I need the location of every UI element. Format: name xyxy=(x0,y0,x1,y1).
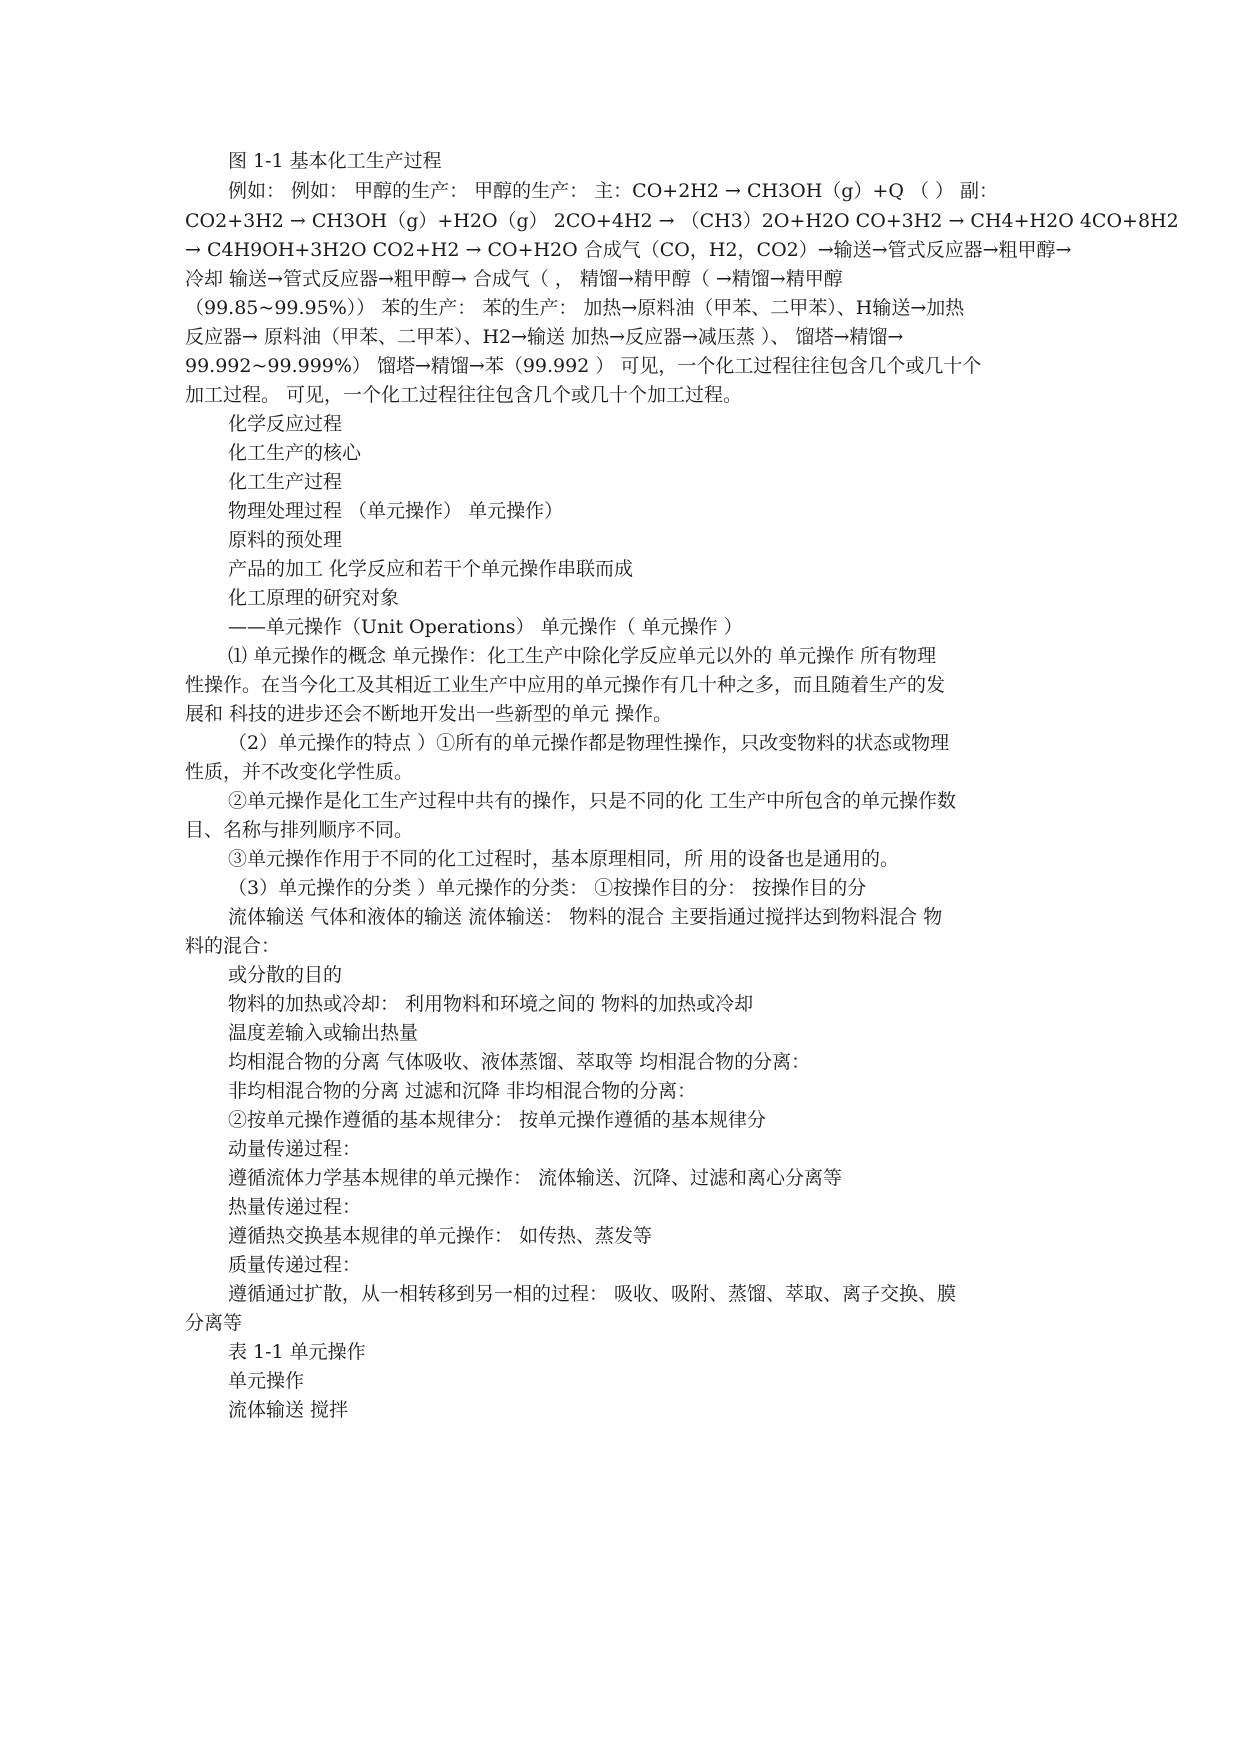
text-line: ②单元操作是化工生产过程中共有的操作，只是不同的化 工生产中所包含的单元操作数 xyxy=(228,790,957,812)
text-line: ——单元操作（Unit Operations） 单元操作（ 单元操作 ） xyxy=(228,616,743,638)
text-line: 遵循流体力学基本规律的单元操作： 流体输送、沉降、过滤和离心分离等 xyxy=(228,1167,843,1189)
text-line: 非均相混合物的分离 过滤和沉降 非均相混合物的分离： xyxy=(228,1080,697,1102)
text-line: 流体输送 气体和液体的输送 流体输送： 物料的混合 主要指通过搅拌达到物料混合 物 xyxy=(228,906,943,928)
text-line: 表 1-1 单元操作 xyxy=(228,1341,366,1363)
text-line: 目、名称与排列顺序不同。 xyxy=(185,819,414,841)
text-line: 遵循热交换基本规律的单元操作： 如传热、蒸发等 xyxy=(228,1225,653,1247)
text-line: ⑴ 单元操作的概念 单元操作：化工生产中除化学反应单元以外的 单元操作 所有物理 xyxy=(228,645,937,667)
text-line: 图 1-1 基本化工生产过程 xyxy=(228,150,442,172)
text-line: 温度差输入或输出热量 xyxy=(228,1022,419,1044)
text-line: 冷却 输送→管式反应器→粗甲醇→ 合成气（ ， 精馏→精甲醇（ →精馏→精甲醇 xyxy=(185,268,843,290)
text-line: 动量传递过程： xyxy=(228,1138,362,1160)
text-line: 产品的加工 化学反应和若干个单元操作串联而成 xyxy=(228,558,634,580)
text-line: CO2+3H2 → CH3OH（g）+H2O（g） 2CO+4H2 → （CH3）2O+H2O CO+3H2 → CH4+H2O 4CO+8H2 xyxy=(185,210,1179,232)
text-line: 化工原理的研究对象 xyxy=(228,587,400,609)
text-line: 反应器→ 原料油（甲苯、二甲苯）、H2→输送 加热→反应器→减压蒸 ）、 馏塔→精馏→ xyxy=(185,326,904,348)
text-line: 料的混合： xyxy=(185,935,281,957)
text-line: 例如： 例如： 甲醇的生产： 甲醇的生产： 主：CO+2H2 → CH3OH（g）+Q （ ） 副： xyxy=(228,180,999,202)
text-line: （3）单元操作的分类 ）单元操作的分类： ①按操作目的分： 按操作目的分 xyxy=(228,877,867,899)
text-line: 热量传递过程： xyxy=(228,1196,362,1218)
text-line: 性操作。在当今化工及其相近工业生产中应用的单元操作有几十种之多，而且随着生产的发 xyxy=(185,674,946,696)
text-line: 单元操作 xyxy=(228,1370,305,1392)
text-line: 分离等 xyxy=(185,1312,243,1334)
text-line: 化工生产过程 xyxy=(228,471,343,493)
text-line: （2）单元操作的特点 ）①所有的单元操作都是物理性操作，只改变物料的状态或物理 xyxy=(228,732,950,754)
text-line: 99.992~99.999%） 馏塔→精馏→苯（99.992 ） 可见，一个化工过程往往包含几个或几十个 xyxy=(185,355,982,377)
text-line: ②按单元操作遵循的基本规律分： 按单元操作遵循的基本规律分 xyxy=(228,1109,767,1131)
text-line: 物理处理过程 （单元操作） 单元操作） xyxy=(228,500,564,522)
text-line: 质量传递过程： xyxy=(228,1254,362,1276)
text-line: 或分散的目的 xyxy=(228,964,343,986)
text-line: → C4H9OH+3H2O CO2+H2 → CO+H2O 合成气（CO，H2，CO2）→输送→管式反应器→粗甲醇→ xyxy=(185,239,1072,261)
text-line: 展和 科技的进步还会不断地开发出一些新型的单元 操作。 xyxy=(185,703,673,725)
text-line: 流体输送 搅拌 xyxy=(228,1399,349,1421)
text-line: ③单元操作作用于不同的化工过程时，基本原理相同，所 用的设备也是通用的。 xyxy=(228,848,900,870)
text-line: 化工生产的核心 xyxy=(228,442,362,464)
text-line: （99.85~99.95%）） 苯的生产： 苯的生产： 加热→原料油（甲苯、二甲苯）、H输送→加热 xyxy=(185,297,965,319)
text-line: 性质，并不改变化学性质。 xyxy=(185,761,414,783)
text-line: 物料的加热或冷却： 利用物料和环境之间的 物料的加热或冷却 xyxy=(228,993,754,1015)
text-line: 遵循通过扩散，从一相转移到另一相的过程： 吸收、吸附、蒸馏、萃取、离子交换、膜 xyxy=(228,1283,957,1305)
text-line: 均相混合物的分离 气体吸收、液体蒸馏、萃取等 均相混合物的分离： xyxy=(228,1051,811,1073)
text-line: 原料的预处理 xyxy=(228,529,343,551)
text-line: 加工过程。 可见，一个化工过程往往包含几个或几十个加工过程。 xyxy=(185,384,743,406)
text-line: 化学反应过程 xyxy=(228,413,343,435)
